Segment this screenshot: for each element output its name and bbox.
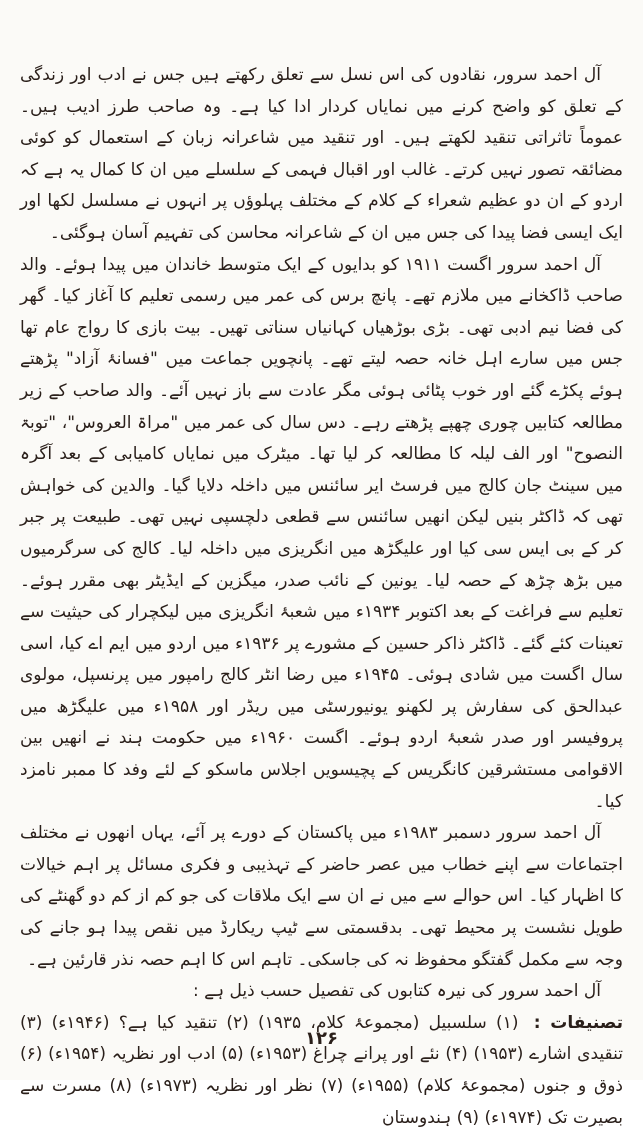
paragraph-intro: آل احمد سرور، نقادوں کی اس نسل سے تعلق رکھتے ہیں جس نے ادب اور زندگی کے تعلق کو واضح کرنے میں نمایاں کردار ادا کیا ہے۔ وہ صاحب طرز ادیب ہیں۔ عموماً تاثراتی تنقید لکھتے ہیں۔ اور تنقید میں شاعرانہ زبان کے استعمال کو کوئی مضائقہ تصور نہیں کرتے۔ غالب اور اقبال فہمی کے سلسلے میں ان کا کمال یہ ہے کہ اردو کے ان دو عظیم شعراء کے کلام کے مختلف پہلوؤں پر انہوں نے مسلسل لکھا اور ایک ایسی فضا پیدا کی جس میں ان کے شاعرانہ محاسن کی تفہیم آسان ہوگئی۔ (20, 65, 623, 243)
works-label: تصنیفات : (533, 1012, 623, 1033)
works-text: (۱) سلسبیل (مجموعۂ کلام، ۱۹۳۵) (۲) تنقید کیا ہے؟ (۱۹۴۶ء) (۳) تنقیدی اشارے (۱۹۵۳) (۴) نئے اور پرانے چراغ (۱۹۵۳ء) (۵) ادب اور نظریہ (۱۹۵۴ء) (۶) ذوق و جنوں (مجموعۂ کلام) (۱۹۵۵ء) (۷) نظر اور نظریہ (۱۹۷۳ء) (۸) مسرت سے بصیرت تک (۱۹۷۴ء) (۹) ہندوستان (20, 1012, 623, 1128)
paragraph-biography: آل احمد سرور اگست ۱۹۱۱ کو بدایوں کے ایک متوسط خاندان میں پیدا ہوئے۔ والد صاحب ڈاکخانے میں ملازم تھے۔ پانچ برس کی عمر میں رسمی تعلیم کا آغاز کیا۔ گھر کی فضا نیم ادبی تھی۔ بڑی بوڑھیاں کہانیاں سناتی تھیں۔ بیت بازی کا رواج عام تھا جس میں سارے اہل خانہ حصہ لیتے تھے۔ پانچویں جماعت میں "فسانۂ آزاد" پڑھتے ہوئے پکڑے گئے اور خوب پٹائی ہوئی مگر عادت سے باز نہیں آئے۔ والد صاحب کے زیر مطالعہ کتابیں چوری چھپے پڑھتے رہے۔ دس سال کی عمر میں "مراۃ العروس"، "توبۃ النصوح" اور الف لیلہ کا مطالعہ کر لیا تھا۔ میٹرک میں نمایاں کامیابی کے بعد آگرہ میں سینٹ جان کالج میں فرسٹ ایر سائنس میں داخلہ دلایا گیا۔ والدین کی خواہش تھی کہ ڈاکٹر بنیں لیکن انھیں سائنس سے قطعی دلچسپی نہیں تھی۔ طبیعت پر جبر کر کے بی ایس سی کیا اور علیگڑھ میں انگریزی میں داخلہ لیا۔ کالج کی سرگرمیوں میں بڑھ چڑھ کے حصہ لیا۔ یونین کے نائب صدر، میگزین کے ایڈیٹر بھی مقرر ہوئے۔ تعلیم سے فراغت کے بعد اکتوبر ۱۹۳۴ء میں شعبۂ انگریزی میں لیکچرار کی حیثیت سے تعینات کئے گئے۔ ڈاکٹر ذاکر حسین کے مشورے پر ۱۹۳۶ء میں اردو میں ایم اے کیا، اسی سال اگست میں شادی ہوئی۔ ۱۹۴۵ء میں رضا انٹر کالج رامپور میں پرنسپل، مولوی عبدالحق کی سفارش پر لکھنو یونیورسٹی میں ریڈر اور ۱۹۵۸ء میں علیگڑھ میں پروفیسر اور صدر شعبۂ اردو ہوئے۔ اگست ۱۹۶۰ء میں حکومت ہند نے انھیں بین الاقوامی مستشرقین کانگریس کے پچیسویں اجلاس ماسکو کے لئے وفد کا ممبر نامزد کیا۔ (20, 254, 624, 812)
paragraph-pakistan-visit: آل احمد سرور دسمبر ۱۹۸۳ء میں پاکستان کے دورے پر آئے، یہاں انھوں نے مختلف اجتماعات سے اپنے خطاب میں عصر حاضر کے تہذیبی و فکری مسائل پر اہم خیالات کا اظہار کیا۔ اس حوالے سے میں نے ان سے ایک ملاقات کی جو کم از کم دو گھنٹے کی طویل نشست پر محیط تھی۔ بدقسمتی سے ٹیپ ریکارڈ میں نقص پیدا ہو جانے کی وجہ سے مکمل گفتگو محفوظ نہ کی جاسکی۔ تاہم اس کا اہم حصہ نذر قارئین ہے۔ (20, 823, 623, 970)
main-text (20, 60, 623, 1134)
works-list (20, 1008, 623, 1134)
page-number: ۱۲۶ (305, 1028, 338, 1049)
paragraph-books-intro: آل احمد سرور کی نیرہ کتابوں کی تفصیل حسب ذیل ہے : (193, 981, 601, 1002)
